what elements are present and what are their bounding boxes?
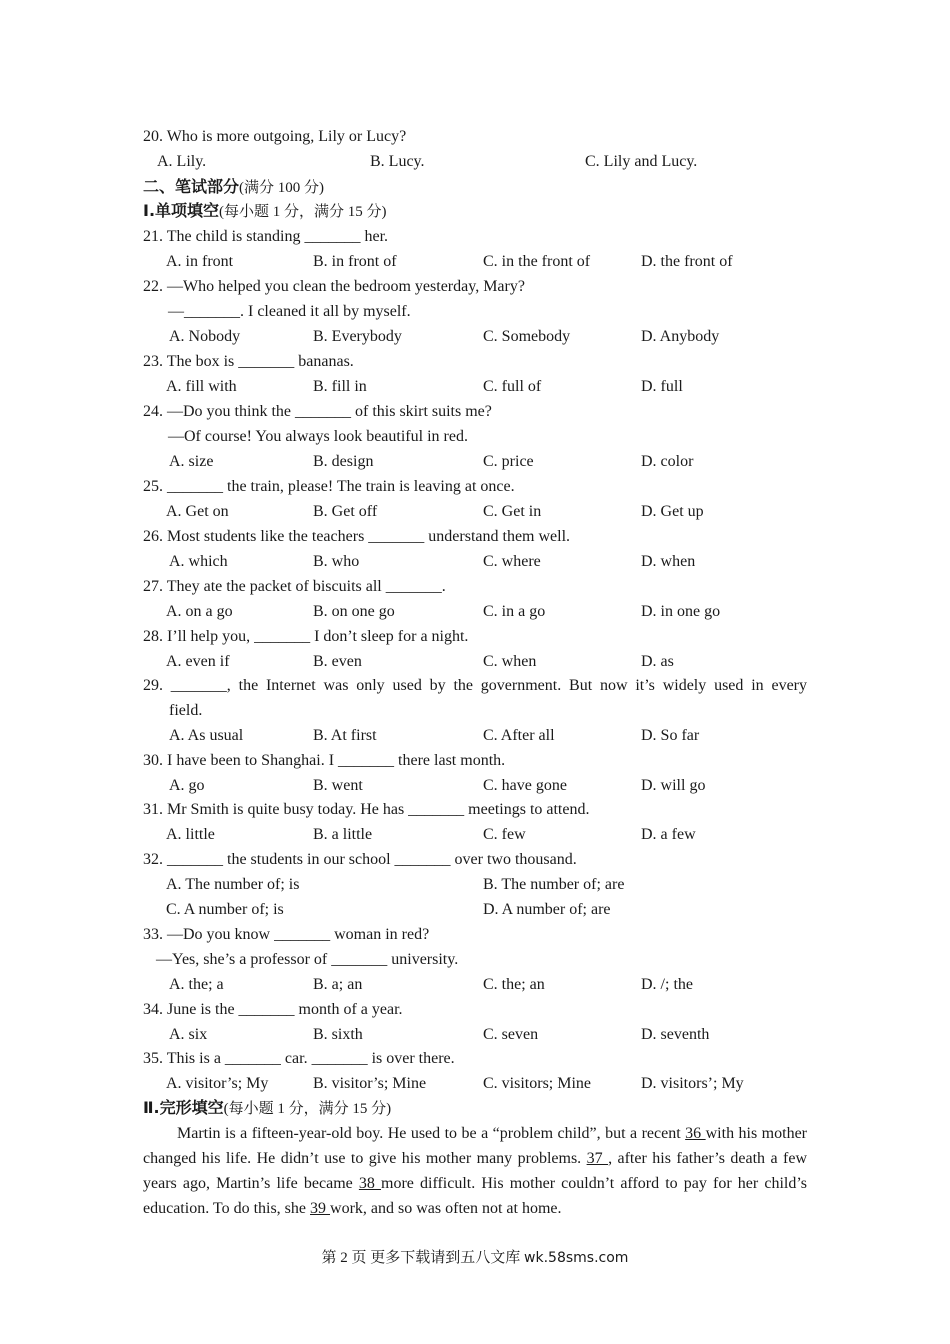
q35-option-b: B. visitor’s; Mine	[313, 1075, 427, 1092]
q34-option-b: B. sixth	[313, 1026, 363, 1043]
q21-option-c: C. in the front of	[483, 253, 591, 270]
question-27-stem: 27. They ate the packet of biscuits all _______.	[143, 578, 446, 595]
q23-option-c: C. full of	[483, 378, 542, 395]
q28-option-b: B. even	[313, 653, 362, 670]
question-31-stem: 31. Mr Smith is quite busy today. He has _______ meetings to attend.	[143, 801, 590, 818]
q34-option-a: A. six	[169, 1026, 208, 1043]
question-28-stem: 28. I’ll help you, _______ I don’t sleep for a night.	[143, 628, 469, 645]
question-35-stem: 35. This is a _______ car. _______ is over there.	[143, 1050, 455, 1067]
q29-option-b: B. At first	[313, 727, 377, 744]
q32-option-a: A. The number of; is	[166, 876, 300, 893]
q32-option-b: B. The number of; are	[483, 876, 625, 893]
q34-option-c: C. seven	[483, 1026, 539, 1043]
q28-option-c: C. when	[483, 653, 537, 670]
part-1-title: Ⅰ.单项填空	[143, 201, 220, 220]
question-30-stem: 30. I have been to Shanghai. I _______ there last month.	[143, 752, 506, 769]
q24-option-c: C. price	[483, 453, 534, 470]
blank-37: 37	[586, 1150, 609, 1167]
q28-option-d: D. as	[641, 653, 674, 670]
passage-text-2: with his mother changed his life. He didn’t use to give his mother many problems.	[143, 1125, 807, 1167]
q21-option-d: D. the front of	[641, 253, 733, 270]
q31-option-d: D. a few	[641, 826, 696, 843]
question-32-stem: 32. _______ the students in our school _______ over two thousand.	[143, 851, 577, 868]
q22-option-c: C. Somebody	[483, 328, 571, 345]
q25-option-c: C. Get in	[483, 503, 542, 520]
q24-option-a: A. size	[169, 453, 214, 470]
q27-option-a: A. on a go	[166, 603, 233, 620]
q31-option-a: A. little	[166, 826, 215, 843]
q26-option-d: D. when	[641, 553, 696, 570]
question-20-stem: 20. Who is more outgoing, Lily or Lucy?	[143, 128, 407, 145]
section-2-heading	[143, 177, 324, 198]
q20-option-c: C. Lily and Lucy.	[585, 153, 698, 170]
part-2-title: Ⅱ.完形填空	[143, 1098, 224, 1117]
question-24-reply: —Of course! You always look beautiful in red.	[168, 428, 468, 445]
q33-option-b: B. a; an	[313, 976, 363, 993]
part-2-heading	[143, 1098, 391, 1119]
q24-option-b: B. design	[313, 453, 374, 470]
q29-option-c: C. After all	[483, 727, 555, 744]
passage-text-4: more difficult. His mother couldn’t afford to pay for her child’s education. To do this, she	[143, 1175, 808, 1217]
q35-option-c: C. visitors; Mine	[483, 1075, 592, 1092]
passage-text-1: Martin is a fifteen-year-old boy. He used to be a “problem child”, but a recent	[177, 1125, 686, 1142]
question-25-stem: 25. _______ the train, please! The train is leaving at once.	[143, 478, 515, 495]
q28-option-a: A. even if	[166, 653, 230, 670]
cloze-passage	[143, 1121, 807, 1221]
q35-option-d: D. visitors’; My	[641, 1075, 744, 1092]
q34-option-d: D. seventh	[641, 1026, 710, 1043]
q26-option-b: B. who	[313, 553, 360, 570]
q21-option-b: B. in front of	[313, 253, 397, 270]
question-23-stem: 23. The box is _______ bananas.	[143, 353, 354, 370]
q23-option-a: A. fill with	[166, 378, 237, 395]
section-2-note: (满分 100 分)	[239, 180, 325, 196]
question-33-reply: —Yes, she’s a professor of _______ university.	[156, 951, 459, 968]
q33-option-d: D. /; the	[641, 976, 693, 993]
blank-39: 39	[310, 1200, 331, 1217]
q26-option-a: A. which	[169, 553, 228, 570]
footer-site-link[interactable]: wk.58sms.com	[524, 1250, 629, 1266]
question-29-stem-cont: field.	[169, 702, 203, 719]
q30-option-b: B. went	[313, 777, 363, 794]
q23-option-b: B. fill in	[313, 378, 367, 395]
question-29-stem: 29. _______, the Internet was only used by the government. But now it’s widely used in every	[143, 677, 807, 694]
q31-option-b: B. a little	[313, 826, 373, 843]
q20-option-b: B. Lucy.	[370, 153, 425, 170]
question-34-stem: 34. June is the _______ month of a year.	[143, 1001, 403, 1018]
q22-option-b: B. Everybody	[313, 328, 402, 345]
question-21-stem: 21. The child is standing _______ her.	[143, 228, 389, 245]
q25-option-a: A. Get on	[166, 503, 229, 520]
q30-option-a: A. go	[169, 777, 205, 794]
q33-option-a: A. the; a	[169, 976, 224, 993]
q26-option-c: C. where	[483, 553, 541, 570]
q27-option-b: B. on one go	[313, 603, 395, 620]
question-22-reply: —_______. I cleaned it all by myself.	[168, 303, 411, 320]
passage-text-5: work, and so was often not at home.	[330, 1200, 562, 1217]
q20-option-a: A. Lily.	[157, 153, 207, 170]
q30-option-d: D. will go	[641, 777, 706, 794]
q31-option-c: C. few	[483, 826, 526, 843]
q25-option-b: B. Get off	[313, 503, 378, 520]
q23-option-d: D. full	[641, 378, 683, 395]
q27-option-d: D. in one go	[641, 603, 721, 620]
q29-option-d: D. So far	[641, 727, 700, 744]
question-26-stem: 26. Most students like the teachers _______ understand them well.	[143, 528, 571, 545]
part-1-heading	[143, 201, 387, 222]
q25-option-d: D. Get up	[641, 503, 704, 520]
q22-option-a: A. Nobody	[169, 328, 241, 345]
question-22-stem: 22. —Who helped you clean the bedroom yesterday, Mary?	[143, 278, 525, 295]
question-24-stem: 24. —Do you think the _______ of this skirt suits me?	[143, 403, 492, 420]
q27-option-c: C. in a go	[483, 603, 546, 620]
blank-36: 36	[685, 1125, 706, 1142]
q32-option-c: C. A number of; is	[166, 901, 284, 918]
passage-text-3: , after his father’s death a few years ago, Martin’s life became	[143, 1150, 808, 1192]
q29-option-a: A. As usual	[169, 727, 244, 744]
q22-option-d: D. Anybody	[641, 328, 720, 345]
section-2-title: 二、笔试部分	[143, 177, 240, 196]
q30-option-c: C. have gone	[483, 777, 567, 794]
q24-option-d: D. color	[641, 453, 694, 470]
blank-38: 38	[358, 1175, 381, 1192]
q32-option-d: D. A number of; are	[483, 901, 611, 918]
q33-option-c: C. the; an	[483, 976, 545, 993]
part-2-note: (每小题 1 分，满分 15 分)	[223, 1101, 392, 1117]
part-1-note: (每小题 1 分，满分 15 分)	[219, 204, 387, 220]
question-33-stem: 33. —Do you know _______ woman in red?	[143, 926, 430, 943]
footer-page-text: 第 2 页 更多下载请到五八文库	[321, 1250, 525, 1266]
page-footer	[0, 1246, 950, 1267]
q21-option-a: A. in front	[166, 253, 234, 270]
q35-option-a: A. visitor’s; My	[166, 1075, 269, 1092]
